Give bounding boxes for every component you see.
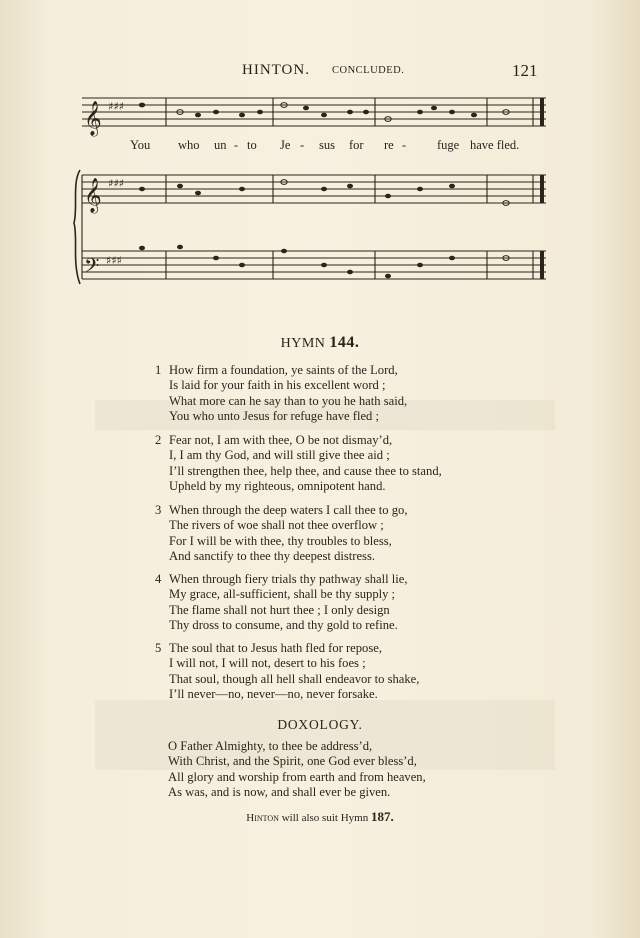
lyric-syllable: Je bbox=[280, 138, 291, 152]
lyric-syllable: fuge bbox=[437, 138, 460, 152]
svg-text:𝄞: 𝄞 bbox=[84, 101, 102, 136]
doxology-line: All glory and worship from earth and from heaven, bbox=[168, 769, 426, 784]
verse-line: My grace, all-sufficient, shall be thy supply ; bbox=[169, 587, 396, 602]
verse-line: Thy dross to consume, and thy gold to refine. bbox=[169, 617, 398, 632]
doxology-line: As was, and is now, and shall ever be given. bbox=[168, 784, 391, 799]
verse-line: Fear not, I am with thee, O be not dismay’d, bbox=[169, 433, 393, 447]
staff-bass bbox=[82, 251, 546, 279]
music-score bbox=[70, 88, 560, 303]
lyric-syllable: re bbox=[384, 138, 394, 152]
verse-number: 1 bbox=[155, 363, 162, 377]
lyric-syllable: for bbox=[349, 138, 364, 152]
verse-line: What more can he say than to you he hath said, bbox=[169, 393, 408, 408]
lyric-syllable: - bbox=[234, 138, 239, 152]
verse-number: 2 bbox=[155, 433, 162, 447]
verse-line: Is laid for your faith in his excellent word ; bbox=[169, 378, 386, 393]
tune-subtitle: CONCLUDED. bbox=[332, 65, 405, 76]
lyric-syllable: sus bbox=[319, 138, 335, 152]
page-number: 121 bbox=[512, 61, 538, 80]
lyric-syllable: - bbox=[402, 138, 407, 152]
lyric-syllable: have fled. bbox=[470, 138, 520, 152]
verse-line: That soul, though all hell shall endeavor to shake, bbox=[169, 671, 420, 686]
verse bbox=[155, 433, 442, 494]
svg-text:𝄞: 𝄞 bbox=[84, 178, 102, 213]
verse-line: The soul that to Jesus hath fled for repose, bbox=[169, 641, 382, 655]
verse-number: 3 bbox=[155, 503, 162, 517]
verse-line: I’ll never—no, never—no, never forsake. bbox=[169, 686, 378, 701]
lyric-syllable: un bbox=[214, 138, 227, 152]
verse bbox=[155, 641, 419, 702]
verse-line: You who unto Jesus for refuge have fled ; bbox=[169, 408, 379, 423]
staff-treble-top bbox=[82, 98, 546, 126]
verse-line: When through fiery trials thy pathway shall lie, bbox=[169, 572, 408, 586]
verse-number: 4 bbox=[155, 572, 162, 586]
verse-line: I’ll strengthen thee, help thee, and cause thee to stand, bbox=[169, 463, 442, 478]
verse bbox=[155, 363, 407, 424]
footer-tune-name: Hinton bbox=[246, 812, 279, 824]
svg-text:𝄢: 𝄢 bbox=[84, 254, 100, 282]
doxology-line: O Father Almighty, to thee be address’d, bbox=[168, 739, 373, 753]
doxology-line: With Christ, and the Spirit, one God ever bless’d, bbox=[168, 754, 417, 769]
doxology-text bbox=[168, 739, 426, 800]
system-brace bbox=[74, 170, 80, 284]
svg-text:♯♯♯: ♯♯♯ bbox=[108, 177, 124, 190]
verse bbox=[155, 572, 408, 633]
verse-line: The rivers of woe shall not thee overflow ; bbox=[169, 518, 384, 533]
verse-line: For I will be with thee, thy troubles to bless, bbox=[169, 533, 392, 548]
lyric-syllable: to bbox=[247, 138, 257, 152]
clefs-and-keys bbox=[84, 100, 124, 282]
lyric-syllable: - bbox=[300, 138, 305, 152]
staff-treble-middle bbox=[82, 175, 546, 203]
verse-line: How firm a foundation, ye saints of the Lord, bbox=[169, 363, 398, 377]
barlines bbox=[82, 98, 542, 279]
hymn-number: 144. bbox=[329, 334, 360, 351]
verse-line: The flame shall not hurt thee ; I only design bbox=[169, 602, 390, 617]
verse-line: When through the deep waters I call thee to go, bbox=[169, 503, 408, 517]
verse-line: And sanctify to thee thy deepest distress. bbox=[169, 548, 376, 563]
verse-number: 5 bbox=[155, 641, 162, 655]
doxology-title: DOXOLOGY. bbox=[277, 717, 363, 732]
page-header bbox=[0, 62, 640, 84]
svg-text:♯♯♯: ♯♯♯ bbox=[108, 100, 124, 113]
svg-text:♯♯♯: ♯♯♯ bbox=[106, 254, 122, 267]
verse-line: I will not, I will not, desert to his foes ; bbox=[169, 656, 366, 671]
footer-note bbox=[0, 809, 640, 825]
notes bbox=[139, 103, 509, 279]
tune-title: HINTON. bbox=[242, 62, 310, 78]
lyric-syllable: who bbox=[178, 138, 200, 152]
footer-hymn-number: 187. bbox=[370, 809, 394, 824]
verse-line: Upheld by my righteous, omnipotent hand. bbox=[169, 478, 386, 493]
verse-line: I, I am thy God, and will still give thee aid ; bbox=[169, 448, 390, 463]
hymn-heading bbox=[0, 334, 640, 352]
lyric-syllable: You bbox=[130, 138, 151, 152]
footer-text: will also suit Hymn bbox=[281, 812, 369, 824]
verse bbox=[155, 503, 408, 564]
hymn-label: HYMN bbox=[280, 336, 326, 351]
